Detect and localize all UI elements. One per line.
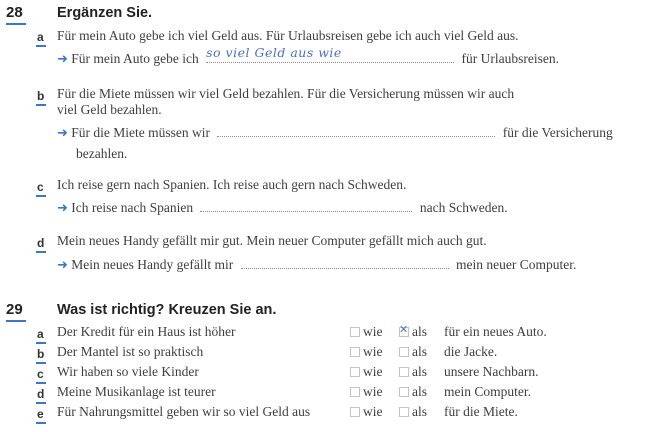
row-rest-29c: unsere Nachbarn.: [444, 364, 539, 379]
checkbox-als[interactable]: [399, 387, 409, 397]
row-rest-29b: die Jacke.: [444, 344, 498, 359]
answer-after: nach Schweden.: [419, 200, 508, 215]
right-arrow-icon: ➜: [57, 52, 68, 67]
option-wie-29c[interactable]: [350, 364, 383, 380]
row-sentence-29d: Meine Musikanlage ist teurer: [57, 384, 216, 399]
option-label: als: [412, 344, 427, 359]
checkbox-als[interactable]: [399, 367, 409, 377]
row-letter-29e: e: [37, 407, 44, 421]
answer-blank[interactable]: [206, 45, 454, 63]
item-prompt-28d: Mein neues Handy gefällt mir gut. Mein neuer Computer gefällt mich auch gut.: [57, 233, 487, 248]
answer-before: Für mein Auto gebe ich: [71, 51, 199, 66]
answer-blank[interactable]: [217, 125, 495, 137]
item-answer-28b-line2: bezahlen.: [76, 146, 128, 161]
row-sentence-29e: Für Nahrungsmittel geben wir so viel Geld aus: [57, 404, 311, 419]
checkbox-wie[interactable]: [350, 327, 360, 337]
checkbox-wie[interactable]: [350, 407, 360, 417]
answer-after: für Urlaubsreisen.: [461, 51, 559, 66]
checkbox-als[interactable]: [399, 347, 409, 357]
option-label: wie: [363, 324, 383, 339]
checkbox-wie[interactable]: [350, 347, 360, 357]
row-letter-29a: a: [37, 327, 44, 341]
option-label: als: [412, 404, 427, 419]
item-answer-28d: [57, 257, 576, 273]
checkbox-wie[interactable]: [350, 367, 360, 377]
option-label: wie: [363, 384, 383, 399]
option-wie-29a[interactable]: [350, 324, 383, 340]
option-wie-29b[interactable]: [350, 344, 383, 360]
item-answer-28c: [57, 200, 508, 216]
option-label: wie: [363, 404, 383, 419]
answer-before: Für die Miete müssen wir: [71, 125, 211, 140]
checkbox-als[interactable]: [399, 407, 409, 417]
option-label: wie: [363, 344, 383, 359]
answer-blank[interactable]: [200, 200, 412, 212]
cross-mark-icon: ✕: [399, 322, 409, 336]
handwritten-answer: so viel Geld aus wie: [206, 45, 342, 60]
item-answer-28a: [57, 45, 559, 67]
item-prompt-28a: Für mein Auto gebe ich viel Geld aus. Für Urlaubsreisen gebe ich auch viel Geld aus.: [57, 28, 519, 43]
right-arrow-icon: ➜: [57, 258, 68, 273]
answer-after: mein neuer Computer.: [456, 257, 577, 272]
exercise-29-title: Was ist richtig? Kreuzen Sie an.: [57, 302, 277, 318]
answer-before: Ich reise nach Spanien: [71, 200, 194, 215]
item-prompt-28b-line2: viel Geld bezahlen.: [57, 102, 162, 117]
item-prompt-28b-line1: Für die Miete müssen wir viel Geld bezahlen. Für die Versicherung müssen wir auch: [57, 86, 515, 101]
option-als-29c[interactable]: [399, 364, 427, 380]
option-als-29b[interactable]: [399, 344, 427, 360]
item-answer-28b: [57, 125, 613, 141]
row-sentence-29c: Wir haben so viele Kinder: [57, 364, 199, 379]
option-label: als: [412, 384, 427, 399]
item-letter-28b: b: [37, 89, 45, 103]
item-letter-28c: c: [37, 180, 44, 194]
row-rest-29a: für ein neues Auto.: [444, 324, 547, 339]
checkbox-wie[interactable]: [350, 387, 360, 397]
row-letter-29c: c: [37, 367, 44, 381]
checkbox-als-checked[interactable]: [399, 322, 409, 337]
exercise-28-title: Ergänzen Sie.: [57, 5, 153, 21]
option-label: als: [412, 324, 427, 339]
row-letter-29b: b: [37, 347, 45, 361]
option-wie-29d[interactable]: [350, 384, 383, 400]
answer-after: für die Versicherung: [502, 125, 613, 140]
option-als-29d[interactable]: [399, 384, 427, 400]
exercise-29-number: 29: [6, 301, 23, 318]
answer-before: Mein neues Handy gefällt mir: [71, 257, 234, 272]
item-letter-28a: a: [37, 30, 44, 44]
row-sentence-29a: Der Kredit für ein Haus ist höher: [57, 324, 236, 339]
item-prompt-28c: Ich reise gern nach Spanien. Ich reise auch gern nach Schweden.: [57, 177, 407, 192]
option-als-29a[interactable]: [399, 324, 427, 340]
row-rest-29d: mein Computer.: [444, 384, 531, 399]
option-label: wie: [363, 364, 383, 379]
row-sentence-29b: Der Mantel ist so praktisch: [57, 344, 204, 359]
option-label: als: [412, 364, 427, 379]
answer-blank[interactable]: [241, 257, 449, 269]
right-arrow-icon: ➜: [57, 126, 68, 141]
option-als-29e[interactable]: [399, 404, 427, 420]
row-letter-29d: d: [37, 387, 45, 401]
row-rest-29e: für die Miete.: [444, 404, 518, 419]
item-letter-28d: d: [37, 236, 45, 250]
right-arrow-icon: ➜: [57, 201, 68, 216]
exercise-28-number: 28: [6, 4, 23, 21]
option-wie-29e[interactable]: [350, 404, 383, 420]
